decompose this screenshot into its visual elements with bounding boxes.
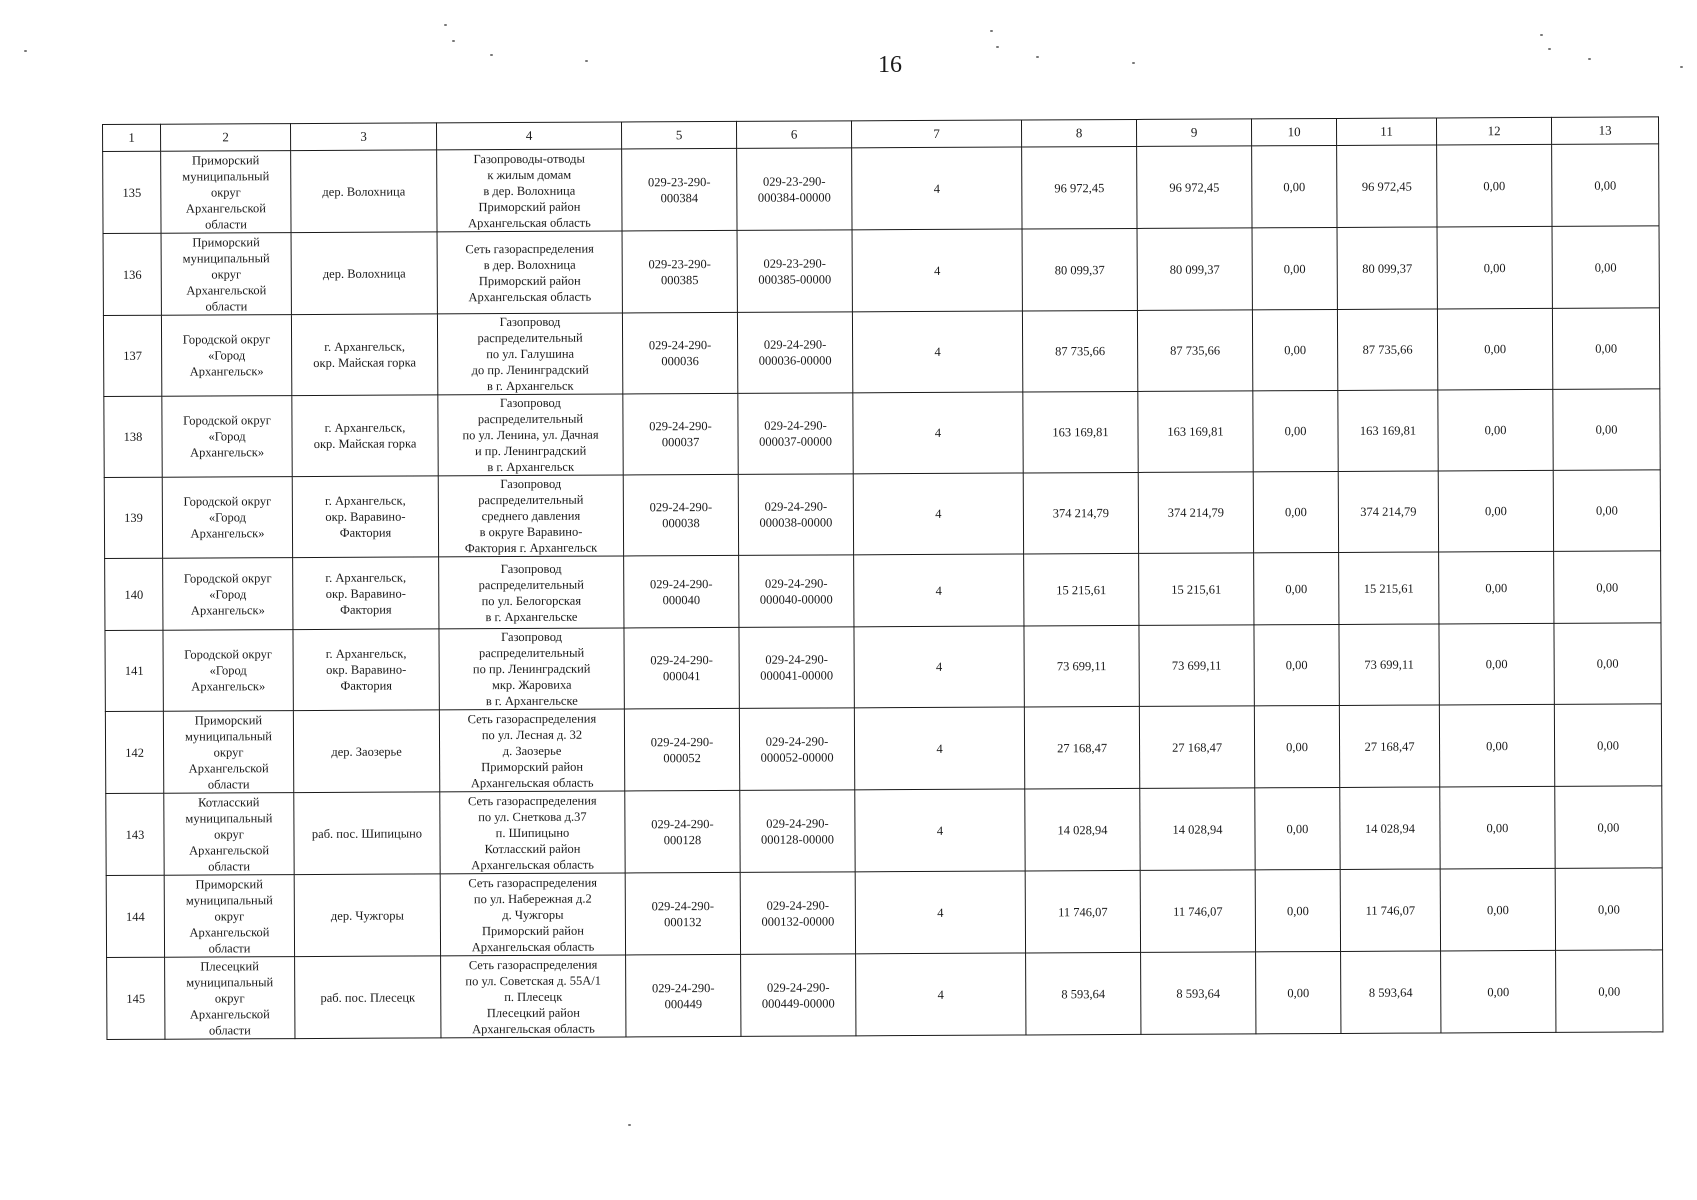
cell-row-number: 135 <box>103 151 161 233</box>
cell-category: 4 <box>853 392 1023 474</box>
cell-value-col-9: 8 593,64 <box>1141 952 1256 1035</box>
scan-speck <box>24 50 27 52</box>
cell-value-col-13: 0,00 <box>1553 389 1660 471</box>
cell-object-name: Сеть газораспределения по ул. Снеткова д.37 п. Шипицыно Котласский район Архангельская область <box>440 791 625 874</box>
cell-value-col-8: 11 746,07 <box>1025 870 1140 953</box>
cell-cadastral-number: 029-24-290- 000052 <box>624 708 739 791</box>
scan-speck <box>1540 34 1543 36</box>
scan-speck <box>490 54 493 56</box>
cell-row-number: 141 <box>105 630 163 711</box>
cell-value-col-13: 0,00 <box>1554 551 1661 624</box>
table-row <box>105 623 1661 712</box>
cell-inventory-number: 029-24-290- 000449-00000 <box>741 954 856 1037</box>
cell-municipality: Городской округ «Город Архангельск» <box>162 477 292 559</box>
cell-cadastral-number: 029-24-290- 000038 <box>623 474 738 556</box>
cell-value-col-8: 27 168,47 <box>1024 706 1139 789</box>
table-row <box>105 704 1661 794</box>
cell-value-col-9: 163 169,81 <box>1138 391 1253 473</box>
cell-value-col-11: 14 028,94 <box>1340 787 1440 869</box>
column-header-7: 7 <box>851 120 1021 148</box>
cell-row-number: 143 <box>106 793 164 875</box>
cell-municipality: Городской округ «Город Архангельск» <box>162 396 292 478</box>
scan-speck <box>1132 62 1135 64</box>
cell-value-col-10: 0,00 <box>1256 951 1341 1033</box>
cell-value-col-9: 96 972,45 <box>1137 146 1252 229</box>
cell-value-col-11: 8 593,64 <box>1341 951 1441 1033</box>
cell-cadastral-number: 029-24-290- 000040 <box>624 555 739 628</box>
cell-category: 4 <box>854 554 1024 627</box>
cell-inventory-number: 029-24-290- 000036-00000 <box>737 312 852 394</box>
cell-value-col-11: 374 214,79 <box>1338 471 1438 552</box>
column-header-2: 2 <box>161 124 291 152</box>
column-header-4: 4 <box>436 122 621 150</box>
cell-value-col-9: 80 099,37 <box>1137 228 1252 311</box>
cell-value-col-8: 163 169,81 <box>1023 391 1138 473</box>
cell-category: 4 <box>855 871 1025 954</box>
table-row <box>107 950 1663 1040</box>
cell-value-col-12: 0,00 <box>1437 308 1552 390</box>
cell-locality: дер. Волохница <box>291 232 437 315</box>
cell-value-col-11: 11 746,07 <box>1340 869 1440 951</box>
cell-value-col-10: 0,00 <box>1252 309 1337 390</box>
column-header-6: 6 <box>736 121 851 149</box>
cell-object-name: Газопровод распределительный по ул. Белогорская в г. Архангельске <box>439 556 624 629</box>
cell-inventory-number: 029-23-290- 000384-00000 <box>737 148 852 231</box>
cell-value-col-12: 0,00 <box>1438 470 1553 552</box>
cell-cadastral-number: 029-24-290- 000449 <box>626 954 741 1037</box>
cell-object-name: Сеть газораспределения по ул. Советская д. 55А/1 п. Плесецк Плесецкий район Архангельская область <box>441 955 626 1038</box>
cell-category: 4 <box>853 473 1023 555</box>
scan-speck <box>996 46 999 48</box>
cell-value-col-13: 0,00 <box>1555 868 1662 951</box>
cell-value-col-13: 0,00 <box>1552 144 1659 227</box>
cell-cadastral-number: 029-23-290- 000385 <box>622 230 737 313</box>
cell-value-col-9: 73 699,11 <box>1139 625 1254 707</box>
table-row <box>103 144 1659 234</box>
cell-municipality: Городской округ «Город Архангельск» <box>161 315 291 397</box>
cell-category: 4 <box>852 229 1022 312</box>
cell-value-col-11: 27 168,47 <box>1339 705 1439 787</box>
cell-value-col-11: 73 699,11 <box>1339 624 1439 705</box>
cell-value-col-9: 15 215,61 <box>1139 553 1254 626</box>
cell-value-col-13: 0,00 <box>1552 226 1659 309</box>
cell-cadastral-number: 029-23-290- 000384 <box>622 148 737 231</box>
cell-cadastral-number: 029-24-290- 000037 <box>623 393 738 475</box>
cell-object-name: Газопровод распределительный по ул. Галушина до пр. Ленинградский в г. Архангельск <box>437 313 622 395</box>
column-header-12: 12 <box>1436 117 1551 145</box>
cell-inventory-number: 029-24-290- 000052-00000 <box>739 708 854 791</box>
cell-value-col-10: 0,00 <box>1252 145 1337 227</box>
table-body <box>103 144 1663 1040</box>
cell-value-col-10: 0,00 <box>1254 705 1339 787</box>
cell-category: 4 <box>855 789 1025 872</box>
cell-row-number: 138 <box>104 396 162 477</box>
cell-municipality: Плесецкий муниципальный округ Архангельской области <box>165 957 295 1040</box>
cell-value-col-10: 0,00 <box>1255 869 1340 951</box>
cell-value-col-12: 0,00 <box>1440 868 1555 951</box>
cell-value-col-10: 0,00 <box>1252 227 1337 309</box>
cell-row-number: 139 <box>104 477 162 558</box>
scan-speck <box>1548 48 1551 50</box>
cell-value-col-13: 0,00 <box>1555 786 1662 869</box>
cell-row-number: 144 <box>106 875 164 957</box>
cell-value-col-10: 0,00 <box>1254 552 1339 624</box>
scan-speck <box>1036 56 1039 58</box>
table-row <box>103 226 1659 316</box>
column-header-1: 1 <box>103 124 161 151</box>
cell-cadastral-number: 029-24-290- 000132 <box>625 872 740 955</box>
cell-value-col-8: 374 214,79 <box>1023 472 1138 554</box>
cell-value-col-8: 73 699,11 <box>1024 625 1139 707</box>
table-row <box>106 868 1662 958</box>
cell-municipality: Приморский муниципальный округ Архангельской области <box>164 875 294 958</box>
cell-row-number: 142 <box>105 711 163 793</box>
cell-locality: дер. Чужгоры <box>294 874 440 957</box>
cell-value-col-8: 96 972,45 <box>1022 146 1137 229</box>
cell-value-col-13: 0,00 <box>1552 308 1659 390</box>
column-header-8: 8 <box>1021 119 1136 147</box>
cell-locality: г. Архангельск, окр. Варавино- Фактория <box>293 557 439 630</box>
scan-speck <box>990 30 993 32</box>
cell-category: 4 <box>854 707 1024 790</box>
cell-category: 4 <box>852 311 1022 393</box>
cell-locality: дер. Заозерье <box>293 710 439 793</box>
column-header-11: 11 <box>1336 118 1436 145</box>
cell-locality: раб. пос. Плесецк <box>295 956 441 1039</box>
cell-locality: г. Архангельск, окр. Варавино- Фактория <box>292 476 438 558</box>
cell-object-name: Газопровод распределительный по ул. Ленина, ул. Дачная и пр. Ленинградский в г. Архангельск <box>438 394 623 476</box>
cell-value-col-10: 0,00 <box>1253 471 1338 552</box>
table-row <box>106 786 1662 876</box>
table-row <box>105 551 1661 631</box>
cell-value-col-12: 0,00 <box>1439 623 1554 705</box>
cell-value-col-11: 80 099,37 <box>1337 227 1437 309</box>
cell-value-col-11: 163 169,81 <box>1338 390 1438 471</box>
column-header-9: 9 <box>1136 119 1251 147</box>
cell-value-col-12: 0,00 <box>1441 950 1556 1033</box>
cell-value-col-12: 0,00 <box>1439 551 1554 624</box>
cell-inventory-number: 029-24-290- 000041-00000 <box>739 627 854 709</box>
cell-value-col-13: 0,00 <box>1554 704 1661 787</box>
scan-speck <box>628 1124 631 1126</box>
cell-value-col-9: 374 214,79 <box>1138 472 1253 554</box>
cell-locality: раб. пос. Шипицыно <box>294 792 440 875</box>
cell-value-col-9: 14 028,94 <box>1140 788 1255 871</box>
cell-value-col-11: 96 972,45 <box>1337 145 1437 227</box>
scan-speck <box>1588 58 1591 60</box>
cell-value-col-12: 0,00 <box>1439 704 1554 787</box>
cell-object-name: Газопроводы-отводы к жилым домам в дер. Волохница Приморский район Архангельская область <box>437 149 622 232</box>
table-row <box>104 470 1660 559</box>
cell-value-col-12: 0,00 <box>1438 389 1553 471</box>
cell-value-col-8: 8 593,64 <box>1026 952 1141 1035</box>
cell-object-name: Газопровод распределительный среднего давления в округе Варавино- Фактория г. Архангельск <box>438 475 623 557</box>
column-header-5: 5 <box>621 121 736 149</box>
cell-object-name: Сеть газораспределения по ул. Набережная д.2 д. Чужгоры Приморский район Архангельская область <box>440 873 625 956</box>
registry-table <box>102 116 1663 1040</box>
cell-municipality: Котласский муниципальный округ Архангельской области <box>164 793 294 876</box>
cell-inventory-number: 029-24-290- 000038-00000 <box>738 474 853 556</box>
scan-speck <box>1680 66 1683 68</box>
column-header-13: 13 <box>1551 117 1658 145</box>
cell-value-col-10: 0,00 <box>1253 390 1338 471</box>
column-header-3: 3 <box>291 123 437 151</box>
cell-value-col-11: 87 735,66 <box>1337 309 1437 390</box>
registry-sheet <box>102 116 1662 1040</box>
cell-value-col-13: 0,00 <box>1556 950 1663 1033</box>
cell-value-col-9: 87 735,66 <box>1137 310 1252 392</box>
cell-value-col-10: 0,00 <box>1255 787 1340 869</box>
cell-value-col-11: 15 215,61 <box>1339 552 1439 624</box>
cell-row-number: 137 <box>103 315 161 396</box>
column-header-10: 10 <box>1251 118 1336 145</box>
cell-object-name: Газопровод распределительный по пр. Ленинградский мкр. Жаровиха в г. Архангельске <box>439 628 624 710</box>
cell-category: 4 <box>852 147 1022 230</box>
cell-value-col-8: 14 028,94 <box>1025 788 1140 871</box>
cell-object-name: Сеть газораспределения в дер. Волохница Приморский район Архангельская область <box>437 231 622 314</box>
scan-speck <box>444 24 447 26</box>
cell-value-col-10: 0,00 <box>1254 624 1339 705</box>
cell-locality: г. Архангельск, окр. Варавино- Фактория <box>293 629 439 711</box>
cell-inventory-number: 029-24-290- 000128-00000 <box>740 790 855 873</box>
cell-municipality: Городской округ «Город Архангельск» <box>163 558 293 631</box>
cell-locality: дер. Волохница <box>291 150 437 233</box>
scan-speck <box>452 40 455 42</box>
cell-cadastral-number: 029-24-290- 000128 <box>625 790 740 873</box>
cell-value-col-9: 27 168,47 <box>1139 706 1254 789</box>
cell-locality: г. Архангельск, окр. Майская горка <box>292 395 438 477</box>
cell-value-col-8: 87 735,66 <box>1022 310 1137 392</box>
cell-row-number: 140 <box>105 558 163 630</box>
cell-object-name: Сеть газораспределения по ул. Лесная д. 32 д. Заозерье Приморский район Архангельская область <box>439 709 624 792</box>
cell-municipality: Приморский муниципальный округ Архангельской области <box>163 711 293 794</box>
cell-value-col-13: 0,00 <box>1553 470 1660 552</box>
cell-municipality: Городской округ «Город Архангельск» <box>163 630 293 712</box>
cell-municipality: Приморский муниципальный округ Архангельской области <box>161 233 291 316</box>
cell-municipality: Приморский муниципальный округ Архангельской области <box>161 151 291 234</box>
cell-cadastral-number: 029-24-290- 000041 <box>624 627 739 709</box>
cell-inventory-number: 029-24-290- 000037-00000 <box>738 393 853 475</box>
cell-value-col-9: 11 746,07 <box>1140 870 1255 953</box>
scan-speck <box>585 60 588 62</box>
cell-value-col-12: 0,00 <box>1437 144 1552 227</box>
cell-row-number: 136 <box>103 233 161 315</box>
cell-locality: г. Архангельск, окр. Майская горка <box>291 314 437 396</box>
cell-cadastral-number: 029-24-290- 000036 <box>622 312 737 394</box>
page-number: 16 <box>878 52 902 78</box>
table-row <box>104 389 1660 478</box>
cell-row-number: 145 <box>107 957 165 1039</box>
table-row <box>103 308 1659 397</box>
cell-value-col-12: 0,00 <box>1440 786 1555 869</box>
cell-value-col-8: 80 099,37 <box>1022 228 1137 311</box>
cell-value-col-8: 15 215,61 <box>1024 553 1139 626</box>
cell-inventory-number: 029-24-290- 000132-00000 <box>740 872 855 955</box>
cell-value-col-12: 0,00 <box>1437 226 1552 309</box>
cell-category: 4 <box>856 953 1026 1036</box>
cell-category: 4 <box>854 626 1024 708</box>
cell-value-col-13: 0,00 <box>1554 623 1661 705</box>
cell-inventory-number: 029-23-290- 000385-00000 <box>737 230 852 313</box>
cell-inventory-number: 029-24-290- 000040-00000 <box>739 555 854 628</box>
